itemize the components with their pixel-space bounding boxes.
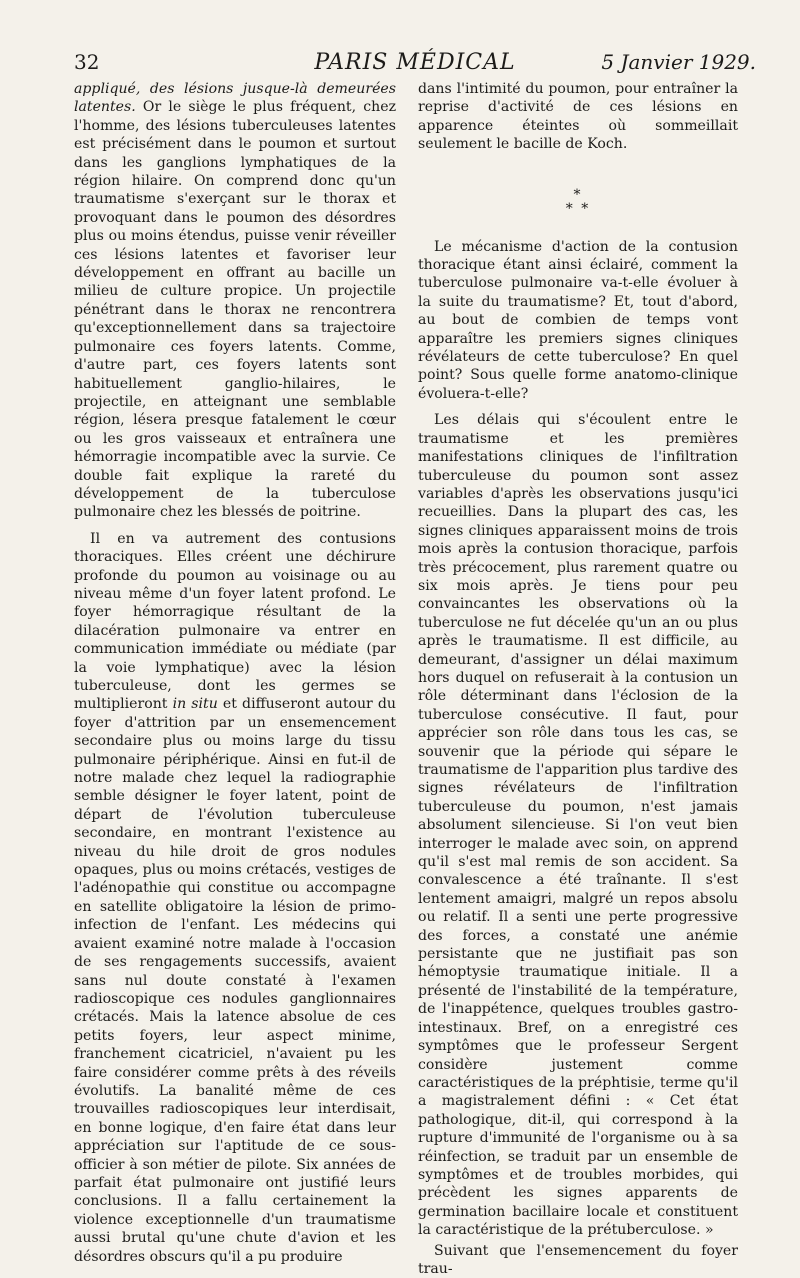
paragraph: Suivant que l'ensemencement du foyer trau- xyxy=(418,1242,738,1277)
paragraph xyxy=(74,80,396,522)
paragraph-text: et diffuseront autour du foyer d'attrition par un ensemencement secondaire plus ou moins large du tissu pulmonaire périphérique. Ainsi en fut-il de notre malade chez lequel la radiographie semble désigner le foyer latent, point de départ de l'évolution tuberculeuse secondaire, en montrant l'existence au niveau du hile droit de gros nodules opaques, plus ou moins crétacés, vestiges de l'adénopathie qui constitue ou accompagne en satellite obligatoire la lésion de primo-infection de l'enfant. Les médecins qui avaient examiné notre malade à l'occasion de ses rengagements successifs, avaient sans nul doute constaté à l'examen radioscopique ces nodules ganglionnaires crétacés. Mais la latence absolue de ces petits foyers, leur aspect minime, franchement cicatriciel, n'avaient pu les faire considérer comme prêts à des réveils évolutifs. La banalité même de ces trouvailles radioscopiques leur interdisait, en bonne logique, d'en faire état dans leur appréciation sur l'aptitude de ce sous-officier à son métier de pilote. Six années de parfait état pulmonaire ont justifié leurs conclusions. Il a fallu certainement la violence exceptionnelle d'un traumatisme aussi brutal qu'une chute d'avion et les désordres obscurs qu'il a pu produire xyxy=(74,696,397,1265)
page-number: 32 xyxy=(74,50,100,74)
left-column xyxy=(74,80,396,1266)
paragraph-text: Or le siège le plus fréquent, chez l'homme, des lésions tuberculeuses latentes est précisément dans le poumon et surtout dans les ganglions lymphatiques de la région hilaire. On comprend donc qu'un traumatisme s'exerçant sur le thorax et provoquant dans le poumon des désordres plus ou moins étendus, puisse venir réveiller ces lésions latentes et favoriser leur développement en offrant au bacille un milieu de culture propice. Un projectile pénétrant dans le thorax ne rencontrera qu'exceptionnellement dans sa trajectoire pulmonaire ces foyers latents. Comme, d'autre part, ces foyers latents sont habituellement ganglio-hilaires, le projectile, en atteignant une semblable région, lésera presque fatalement le cœur ou les gros vaisseaux et entraînera une hémorragie incompatible avec la survie. Ce double fait explique la rareté du développement de la tuberculose pulmonaire chez les blessés de poitrine. xyxy=(74,99,396,521)
paragraph: Le mécanisme d'action de la contusion thoracique étant ainsi éclairé, comment la tuberculose pulmonaire va-t-elle évoluer à la suite du traumatisme? Et, tout d'abord, au bout de combien de temps vont apparaître les premiers signes cliniques révélateurs de cette tuberculose? En quel point? Sous quelle forme anatomo-clinique évoluera-t-elle? xyxy=(418,238,738,402)
italic-text: in situ xyxy=(172,696,218,713)
paragraph xyxy=(74,530,396,1266)
italic-text: appliqué, des lésions jusque-là demeurées latentes. xyxy=(74,81,396,116)
paragraph: dans l'intimité du poumon, pour entraîner la reprise d'activité de ces lésions en apparence éteintes où sommeillait seulement le bacille de Koch. xyxy=(418,81,738,153)
paragraph: Les délais qui s'écoulent entre le traumatisme et les premières manifestations cliniques de l'infiltration tuberculeuse du poumon sont assez variables d'après les observations jusqu'ici recueillies. Dans la plupart des cas, les signes cliniques apparaissent moins de trois mois après la contusion thoracique, parfois très précocement, plus rarement quatre ou six mois après. Je tiens pour peu convaincantes les observations où la tuberculose ne fut décelée qu'un an ou plus après le traumatisme. Il est difficile, au demeurant, d'assigner un délai maximum hors duquel on refuserait à la contusion un rôle déterminant dans l'éclosion de la tuberculose consécutive. Il faut, pour apprécier son rôle dans tous les cas, se souvenir que la période qui sépare le traumatisme de l'apparition plus tardive des signes révélateurs de l'infiltration tuberculeuse du poumon, n'est jamais absolument silencieuse. Si l'on veut bien interroger le malade avec soin, on apprend qu'il s'est mal remis de son accident. Sa convalescence a été traînante. Il s'est lentement amaigri, malgré un repos absolu ou relatif. Il a senti une perte progressive des forces, a constaté une anémie persistante que ne justifiait pas son hémoptysie traumatique initiale. Il a présenté de l'instabilité de la température, de l'inappétence, quelques troubles gastro-intestinaux. Bref, on a enregistré ces symptômes que le professeur Sergent considère justement comme caractéristiques de la préphtisie, terme qu'il a magistralement défini : « Cet état pathologique, dit-il, qui correspond à la rupture d'immunité de l'organisme ou à sa réinfection, se traduit par un ensemble de symptômes et de troubles morbides, qui précèdent les signes apparents de germination bacillaire locale et constituent la caractéristique de la prétuberculose. » xyxy=(418,412,738,1239)
paragraph-text: Il en va autrement des contusions thoraciques. Elles créent une déchirure profonde du poumon au voisinage ou au niveau même d'un foyer latent profond. Le foyer hémorragique résultant de la dilacération pulmonaire va entrer en communication immédiate ou médiate (par la voie lymphatique) avec la lésion tuberculeuse, dont les germes se multiplieront xyxy=(74,530,396,713)
journal-title: PARIS MÉDICAL xyxy=(314,50,516,75)
separator-star-top: * xyxy=(573,186,583,203)
section-separator xyxy=(418,188,738,216)
right-column xyxy=(418,80,738,1278)
separator-stars-bottom: * * xyxy=(565,200,591,217)
page-header xyxy=(74,50,756,78)
issue-date: 5 Janvier 1929. xyxy=(601,50,756,74)
